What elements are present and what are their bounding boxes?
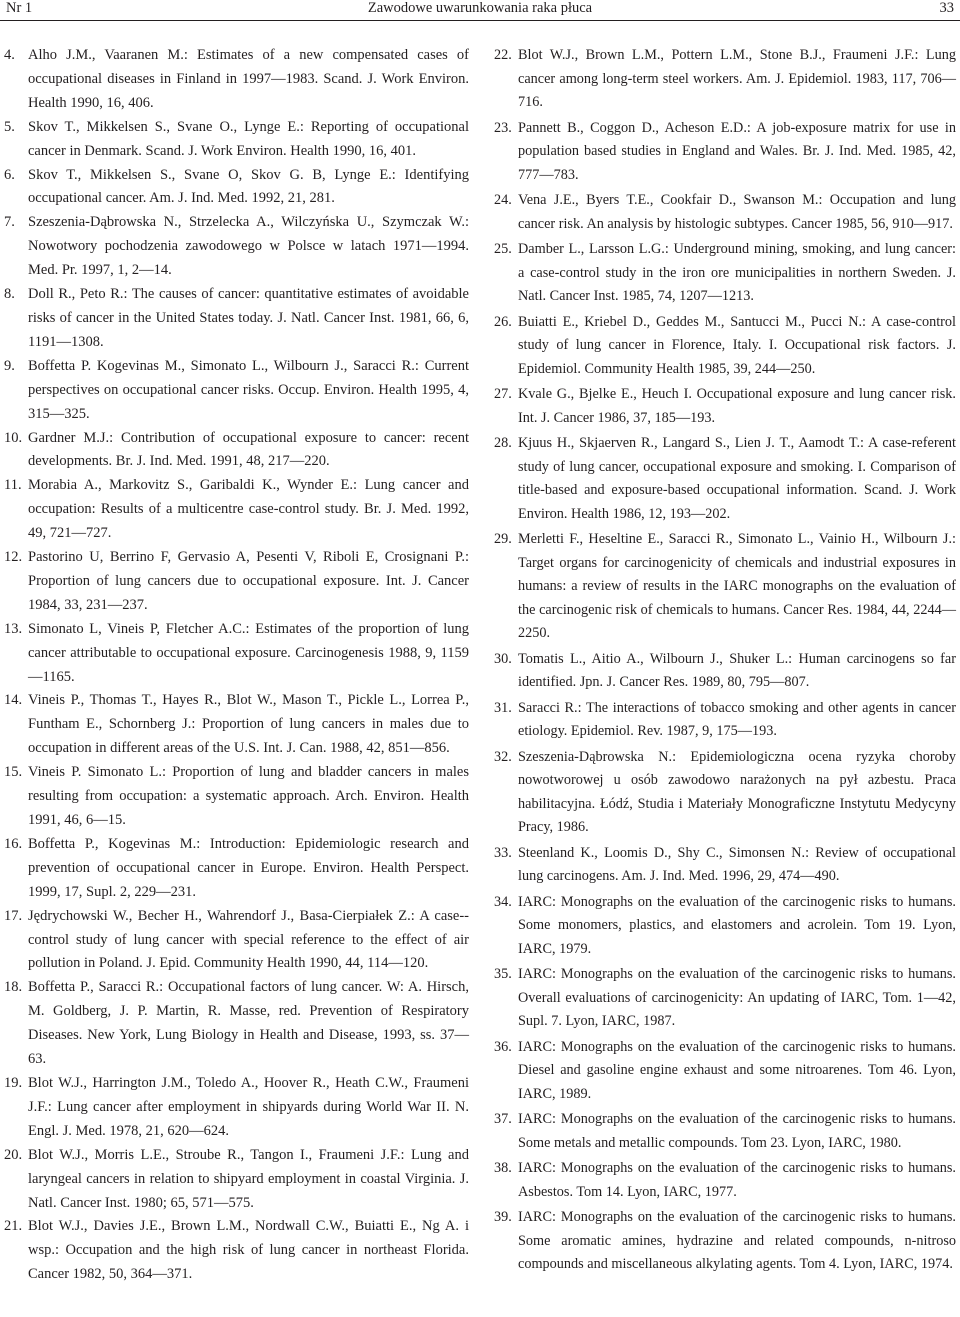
reference-text: Boffetta P., Kogevinas M.: Introduction: Epidemiologic research and prevention of occupational cancer in Europe. Environ. Health Perspect. 1999, 17, Supl. 2, 229—231. bbox=[28, 835, 469, 900]
running-title: Zawodowe uwarunkowania raka płuca bbox=[367, 0, 593, 16]
reference-item bbox=[4, 427, 469, 475]
reference-text: Saracci R.: The interactions of tobacco smoking and other agents in cancer etiology. Epidemiol. Rev. 1987, 9, 175—193. bbox=[518, 699, 956, 739]
reference-number: 4. bbox=[4, 47, 15, 63]
reference-item bbox=[494, 189, 956, 236]
reference-text: Skov T., Mikkelsen S., Svane O., Lynge E.: Reporting of occupational cancer in Denmark. Scand. J. Work Environ. Health 1990, 16, 401. bbox=[28, 118, 469, 159]
reference-item bbox=[494, 1036, 956, 1107]
reference-number: 5. bbox=[4, 118, 15, 135]
reference-item bbox=[494, 1206, 956, 1277]
page-header bbox=[0, 0, 960, 20]
reference-text: Blot W.J., Davies J.E., Brown L.M., Nordwall C.W., Buiatti E., Ng A. i wsp.: Occupation and the high risk of lung cancer in northeast Florida. Cancer 1982, 50, 364—371. bbox=[28, 1218, 469, 1283]
reference-item bbox=[4, 905, 469, 977]
reference-text: Damber L., Larsson L.G.: Underground mining, smoking, and lung cancer: a case-control study in the iron ore municipalities in northern Sweden. J. Natl. Cancer Inst. 1985, 74, 1207—1213. bbox=[518, 241, 956, 304]
reference-item bbox=[494, 963, 956, 1034]
reference-number: 14. bbox=[4, 692, 23, 709]
reference-item bbox=[494, 432, 956, 526]
reference-number: 25. bbox=[494, 241, 512, 257]
reference-item bbox=[494, 1108, 956, 1155]
reference-text: Szeszenia-Dąbrowska N.: Epidemiologiczna ocena ryzyka choroby nowotworowej u osób zawodowo narażonych na pył azbestu. Praca habilitacyjna. Łódź, Studia i Materiały Monograficzne Instytutu Medycyny Pracy, 1986. bbox=[518, 748, 956, 835]
reference-item bbox=[494, 117, 956, 188]
page-number: 33 bbox=[939, 0, 954, 16]
reference-item bbox=[4, 283, 469, 355]
reference-text: Gardner M.J.: Contribution of occupational exposure to cancer: recent developments. Br. J. Ind. Med. 1991, 48, 217—220. bbox=[28, 429, 469, 470]
reference-number: 17. bbox=[4, 907, 23, 924]
reference-item bbox=[494, 842, 956, 889]
reference-item bbox=[494, 44, 956, 115]
reference-number: 13. bbox=[4, 620, 23, 637]
reference-text: Alho J.M., Vaaranen M.: Estimates of a new compensated cases of occupational diseases in Finland in 1997—1983. Scand. J. Work Environ. Health 1990, 16, 406. bbox=[28, 47, 469, 111]
reference-number: 15. bbox=[4, 764, 23, 781]
reference-number: 19. bbox=[4, 1074, 23, 1091]
reference-text: Steenland K., Loomis D., Shy C., Simonsen N.: Review of occupational lung carcinogens. Am. J. Ind. Med. 1996, 29, 474—490. bbox=[518, 844, 956, 884]
reference-text: Vineis P., Thomas T., Hayes R., Blot W., Mason T., Pickle L., Lorrea P., Funtham E., Schornberg J.: Proportion of lung cancers in males due to occupation in different areas of the U.S. Int. J. Can. 1988, 42, 851—856. bbox=[28, 692, 469, 757]
reference-item bbox=[494, 746, 956, 840]
reference-number: 9. bbox=[4, 357, 15, 374]
reference-text: Skov T., Mikkelsen S., Svane O, Skov G. B, Lynge E.: Identifying occupational cancer. Am. J. Ind. Med. 1992, 21, 281. bbox=[28, 166, 469, 207]
reference-number: 34. bbox=[494, 893, 512, 910]
reference-number: 21. bbox=[4, 1218, 23, 1235]
reference-text: Kvale G., Bjelke E., Heuch I. Occupational exposure and lung cancer risk. Int. J. Cancer 1986, 37, 185—193. bbox=[518, 386, 956, 426]
reference-text: Doll R., Peto R.: The causes of cancer: quantitative estimates of avoidable risks of cancer in the United States today. J. Natl. Cancer Inst. 1981, 66, 6, 1191—1308. bbox=[28, 286, 469, 350]
reference-item bbox=[494, 238, 956, 309]
reference-item bbox=[494, 1157, 956, 1204]
reference-number: 32. bbox=[494, 748, 512, 765]
reference-number: 22. bbox=[494, 47, 512, 63]
reference-number: 6. bbox=[4, 166, 15, 183]
issue-number: Nr 1 bbox=[6, 0, 33, 16]
reference-item bbox=[494, 528, 956, 646]
reference-text: Jędrychowski W., Becher H., Wahrendorf J., Basa-Cierpiałek Z.: A case--control study of lung cancer with special reference to the effect of air pollution in Poland. J. Epid. Community Health 1990, 44, 114—120. bbox=[28, 907, 469, 972]
reference-text: Morabia A., Markovitz S., Garibaldi K., Wynder E.: Lung cancer and occupation: Results of a multicentre case-control study. Br. J. Med. 1992, 49, 721—727. bbox=[28, 477, 469, 542]
reference-item bbox=[4, 474, 469, 546]
reference-item bbox=[4, 164, 469, 212]
reference-item bbox=[4, 546, 469, 618]
reference-text: IARC: Monographs on the evaluation of the carcinogenic risks to humans. Some monomers, plastics, and elastomers and acrolein. Tom 19. Lyon, IARC, 1979. bbox=[518, 893, 956, 957]
reference-number: 12. bbox=[4, 549, 23, 566]
reference-text: Boffetta P. Kogevinas M., Simonato L., Wilbourn J., Saracci R.: Current perspectives on occupational cancer risks. Occup. Environ. Health 1995, 4, 315—325. bbox=[28, 357, 469, 422]
reference-item bbox=[4, 1072, 469, 1144]
reference-text: IARC: Monographs on the evaluation of the carcinogenic risks to humans. Some aromatic amines, hydrazine and related compounds, n-nitroso compounds and miscellaneous alkylating agents. Tom 4. Lyon, IARC, 1974. bbox=[518, 1209, 956, 1272]
reference-text: Blot W.J., Morris L.E., Stroube R., Tangon I., Fraumeni J.F.: Lung and laryngeal cancers in relation to shipyard employment in coastal Virginia. J. Natl. Cancer Inst. 1980; 65, 571—575. bbox=[28, 1146, 469, 1211]
reference-item bbox=[4, 44, 469, 116]
reference-text: Blot W.J., Brown L.M., Pottern L.M., Stone B.J., Fraumeni J.F.: Lung cancer among long-term steel workers. Am. J. Epidemiol. 1983, 117, 706—716. bbox=[518, 47, 956, 110]
reference-number: 30. bbox=[494, 650, 512, 667]
reference-text: Vineis P. Simonato L.: Proportion of lung and bladder cancers in males resulting from occupation: a systematic approach. Arch. Environ. Health 1991, 46, 6—15. bbox=[28, 764, 469, 828]
reference-text: Szeszenia-Dąbrowska N., Strzelecka A., Wilczyńska U., Szymczak W.: Nowotwory pochodzenia zawodowego w Polsce w latach 1971—1994. Med. Pr. 1997, 1, 2—14. bbox=[28, 214, 469, 279]
reference-text: Vena J.E., Byers T.E., Cookfair D., Swanson M.: Occupation and lung cancer risk. An analysis by histologic subtypes. Cancer 1985, 56, 910—917. bbox=[518, 192, 956, 232]
reference-number: 24. bbox=[494, 192, 512, 208]
reference-number: 10. bbox=[4, 429, 23, 446]
reference-text: Blot W.J., Harrington J.M., Toledo A., Hoover R., Heath C.W., Fraumeni J.F.: Lung cancer after employment in shipyards during World War II. N. Engl. J. Med. 1978, 21, 620—624. bbox=[28, 1074, 469, 1139]
reference-item bbox=[4, 618, 469, 690]
reference-text: Buiatti E., Kriebel D., Geddes M., Santucci M., Pucci N.: A case-control study of lung cancer in Florence, Italy. I. Occupational risk factors. J. Epidemiol. Community Health 1985, 39, 244—250. bbox=[518, 313, 956, 377]
reference-number: 35. bbox=[494, 966, 512, 982]
reference-item bbox=[4, 976, 469, 1072]
reference-item bbox=[4, 116, 469, 164]
reference-number: 26. bbox=[494, 313, 512, 330]
reference-text: Pastorino U, Berrino F, Gervasio A, Pesenti V, Riboli E, Crosignani P.: Proportion of lung cancers due to occupational exposure. Int. J. Cancer 1984, 33, 231—237. bbox=[28, 549, 469, 613]
reference-number: 23. bbox=[494, 119, 512, 136]
reference-text: Boffetta P., Saracci R.: Occupational factors of lung cancer. W: A. Hirsch, M. Goldberg, J. P. Martin, R. Masse, red. Prevention of Respiratory Diseases. New York, Lung Biology in Health and Disease, 1993, ss. 37—63. bbox=[28, 979, 469, 1068]
reference-number: 11. bbox=[4, 477, 22, 494]
reference-text: Simonato L, Vineis P, Fletcher A.C.: Estimates of the proportion of lung cancer attributable to occupational exposure. Carcinogenesis 1988, 9, 1159—1165. bbox=[28, 620, 469, 685]
reference-item bbox=[4, 1215, 469, 1287]
reference-item bbox=[4, 211, 469, 283]
reference-item bbox=[494, 383, 956, 430]
reference-text: IARC: Monographs on the evaluation of the carcinogenic risks to humans. Overall evaluations of carcinogenicity: An updating of IARC, Tom. 1—42, Supl. 7. Lyon, IARC, 1987. bbox=[518, 966, 956, 1029]
reference-item bbox=[4, 689, 469, 761]
reference-number: 38. bbox=[494, 1160, 512, 1176]
reference-text: IARC: Monographs on the evaluation of the carcinogenic risks to humans. Some metals and metallic compounds. Tom 23. Lyon, IARC, 1980. bbox=[518, 1111, 956, 1151]
reference-item bbox=[494, 891, 956, 962]
reference-item bbox=[4, 833, 469, 905]
reference-number: 20. bbox=[4, 1146, 23, 1163]
reference-number: 27. bbox=[494, 386, 512, 402]
reference-text: Kjuus H., Skjaerven R., Langard S., Lien J. T., Aamodt T.: A case-referent study of lung cancer, occupational exposure and smoking. I. Comparison of title-based and exposure-based occupational information. Scand. J. Work Environ. Health 1986, 12, 193—202. bbox=[518, 435, 956, 522]
references-left-column bbox=[4, 44, 469, 1287]
reference-number: 29. bbox=[494, 531, 512, 547]
reference-text: Tomatis L., Aitio A., Wilbourn J., Shuker L.: Human carcinogens so far identified. Jpn. J. Cancer Res. 1989, 80, 795—807. bbox=[518, 650, 956, 690]
reference-number: 16. bbox=[4, 835, 23, 852]
reference-number: 36. bbox=[494, 1038, 512, 1055]
reference-text: Pannett B., Coggon D., Acheson E.D.: A job-exposure matrix for use in population based studies in England and Wales. Br. J. Ind. Med. 1985, 42, 777—783. bbox=[518, 119, 956, 183]
reference-number: 33. bbox=[494, 844, 512, 861]
reference-item bbox=[4, 761, 469, 833]
reference-text: Merletti F., Heseltine E., Saracci R., Simonato L., Vainio H., Wilbourn J.: Target organs for carcinogenicity of chemicals and industrial exposures in humans: a review of results in the IARC monographs on the evaluation of the carcinogenic risk of chemicals to humans. Cancer Res. 1984, 44, 2244—2250. bbox=[518, 531, 956, 641]
reference-text: IARC: Monographs on the evaluation of the carcinogenic risks to humans. Diesel and gasoline engine exhaust and some nitroarenes. Tom 46. Lyon, IARC, 1989. bbox=[518, 1038, 956, 1102]
reference-number: 37. bbox=[494, 1111, 512, 1127]
reference-text: IARC: Monographs on the evaluation of the carcinogenic risks to humans. Asbestos. Tom 14. Lyon, IARC, 1977. bbox=[518, 1160, 956, 1200]
header-rule bbox=[0, 20, 960, 21]
reference-number: 7. bbox=[4, 214, 15, 231]
reference-item bbox=[494, 648, 956, 695]
reference-item bbox=[4, 1144, 469, 1216]
reference-number: 31. bbox=[494, 699, 512, 716]
reference-item bbox=[4, 355, 469, 427]
reference-item bbox=[494, 311, 956, 382]
references-right-column bbox=[494, 44, 956, 1279]
reference-number: 39. bbox=[494, 1209, 512, 1225]
reference-number: 8. bbox=[4, 286, 15, 303]
reference-item bbox=[494, 697, 956, 744]
reference-number: 28. bbox=[494, 435, 512, 451]
reference-number: 18. bbox=[4, 979, 23, 996]
